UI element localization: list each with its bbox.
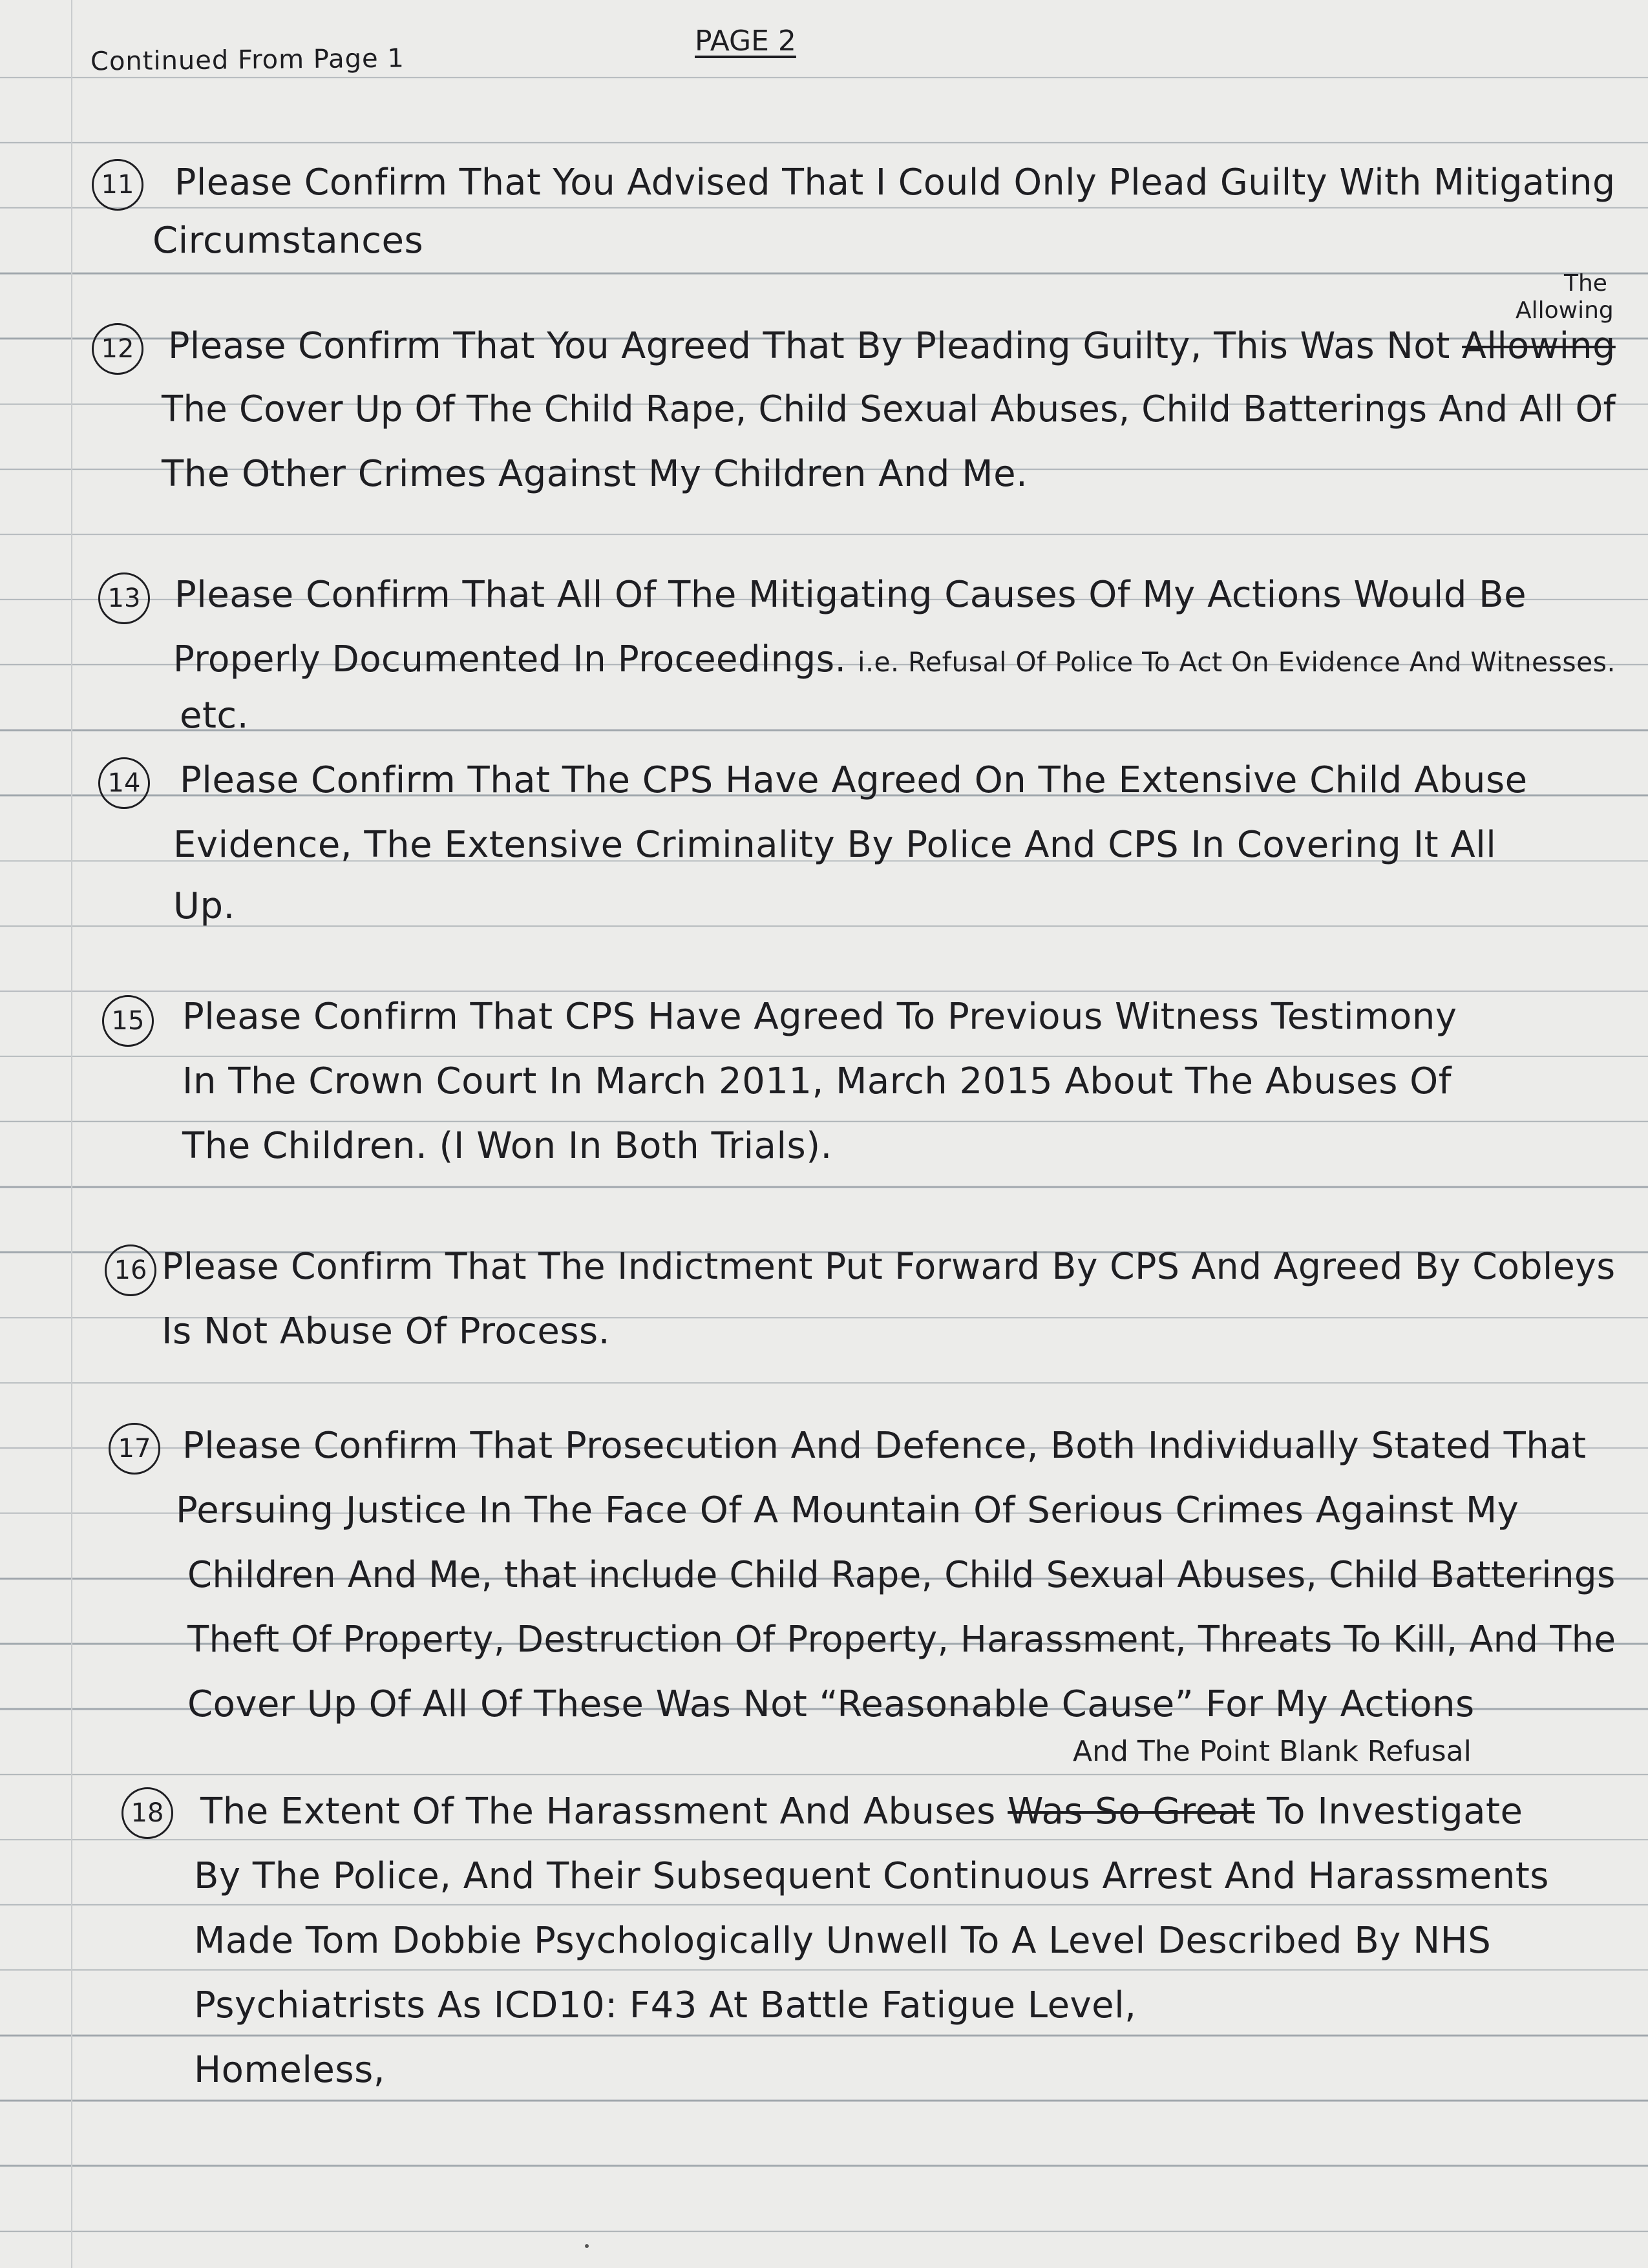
- item-number-12: 12: [92, 323, 143, 375]
- item-number-15: 15: [102, 995, 154, 1047]
- margin-line: [71, 0, 72, 2268]
- item-18-insert: And The Point Blank Refusal: [1073, 1735, 1472, 1768]
- item-18-line-1: [200, 1790, 1523, 1832]
- item-18-line-4: Psychiatrists As ICD10: F43 At Battle Fatigue Level,: [194, 1984, 1137, 2026]
- item-15-line-1: Please Confirm That CPS Have Agreed To Previous Witness Testimony: [182, 996, 1457, 1038]
- item-13-line-2-text: Properly Documented In Proceedings.: [173, 638, 847, 680]
- item-14-line-3: Up.: [173, 885, 235, 927]
- item-18-line-3: Made Tom Dobbie Psychologically Unwell To A Level Described By NHS: [194, 1920, 1492, 1962]
- item-17-line-4: Theft Of Property, Destruction Of Property, Harassment, Threats To Kill, And The: [187, 1619, 1616, 1661]
- item-13-line-1: Please Confirm That All Of The Mitigating Causes Of My Actions Would Be: [174, 574, 1527, 616]
- continued-note: Continued From Page 1: [90, 43, 405, 77]
- page-number: PAGE 2: [695, 25, 796, 58]
- item-13-line-3: etc.: [180, 695, 249, 737]
- item-16-line-2: Is Not Abuse Of Process.: [162, 1310, 611, 1352]
- item-12-line-1: [168, 325, 1616, 367]
- item-17-line-1: Please Confirm That Prosecution And Defence, Both Individually Stated That: [182, 1425, 1587, 1467]
- item-12-line-3: The Other Crimes Against My Children And Me.: [162, 453, 1028, 495]
- item-14-line-1: Please Confirm That The CPS Have Agreed On The Extensive Child Abuse: [180, 759, 1528, 801]
- item-16-line-1: Please Confirm That The Indictment Put Forward By CPS And Agreed By Cobleys: [162, 1246, 1616, 1288]
- ink-speck: [585, 2244, 589, 2248]
- item-number-16: 16: [105, 1244, 156, 1296]
- item-12-insert-top: The: [1564, 270, 1607, 297]
- item-15-line-3: The Children. (I Won In Both Trials).: [182, 1125, 832, 1167]
- item-12-line-1-text: Please Confirm That You Agreed That By Pleading Guilty, This Was Not: [168, 325, 1450, 367]
- item-11-line-1: Please Confirm That You Advised That I Could Only Plead Guilty With Mitigating: [174, 162, 1616, 204]
- item-number-11: 11: [92, 159, 143, 211]
- item-13-line-2: [173, 638, 1616, 680]
- item-number-18: 18: [121, 1787, 173, 1839]
- item-12-line-2: The Cover Up Of The Child Rape, Child Sexual Abuses, Child Batterings And All Of: [162, 388, 1616, 430]
- item-17-line-3: Children And Me, that include Child Rape, Child Sexual Abuses, Child Batterings: [187, 1554, 1616, 1596]
- item-18-line-1-end: To Investigate: [1267, 1790, 1523, 1832]
- item-17-line-2: Persuing Justice In The Face Of A Mountain Of Serious Crimes Against My: [176, 1489, 1519, 1531]
- item-18-line-2: By The Police, And Their Subsequent Continuous Arrest And Harassments: [194, 1855, 1549, 1897]
- item-18-line-1-text: The Extent Of The Harassment And Abuses: [200, 1790, 996, 1832]
- item-11-line-2: Circumstances: [153, 220, 424, 262]
- item-17-line-5: Cover Up Of All Of These Was Not “Reasonable Cause” For My Actions: [187, 1683, 1475, 1725]
- item-12-struck-word: Allowing: [1462, 325, 1616, 367]
- item-13-line-2-note: i.e. Refusal Of Police To Act On Evidence And Witnesses.: [858, 646, 1616, 678]
- item-14-line-2: Evidence, The Extensive Criminality By Police And CPS In Covering It All: [173, 824, 1497, 866]
- item-18-line-5: Homeless,: [194, 2049, 386, 2091]
- item-12-insert-bottom: Allowing: [1516, 297, 1614, 324]
- item-number-13: 13: [98, 572, 150, 624]
- item-15-line-2: In The Crown Court In March 2011, March 2015 About The Abuses Of: [182, 1060, 1452, 1102]
- item-18-struck-words: Was So Great: [1008, 1790, 1255, 1832]
- item-number-17: 17: [109, 1423, 160, 1475]
- item-number-14: 14: [98, 757, 150, 809]
